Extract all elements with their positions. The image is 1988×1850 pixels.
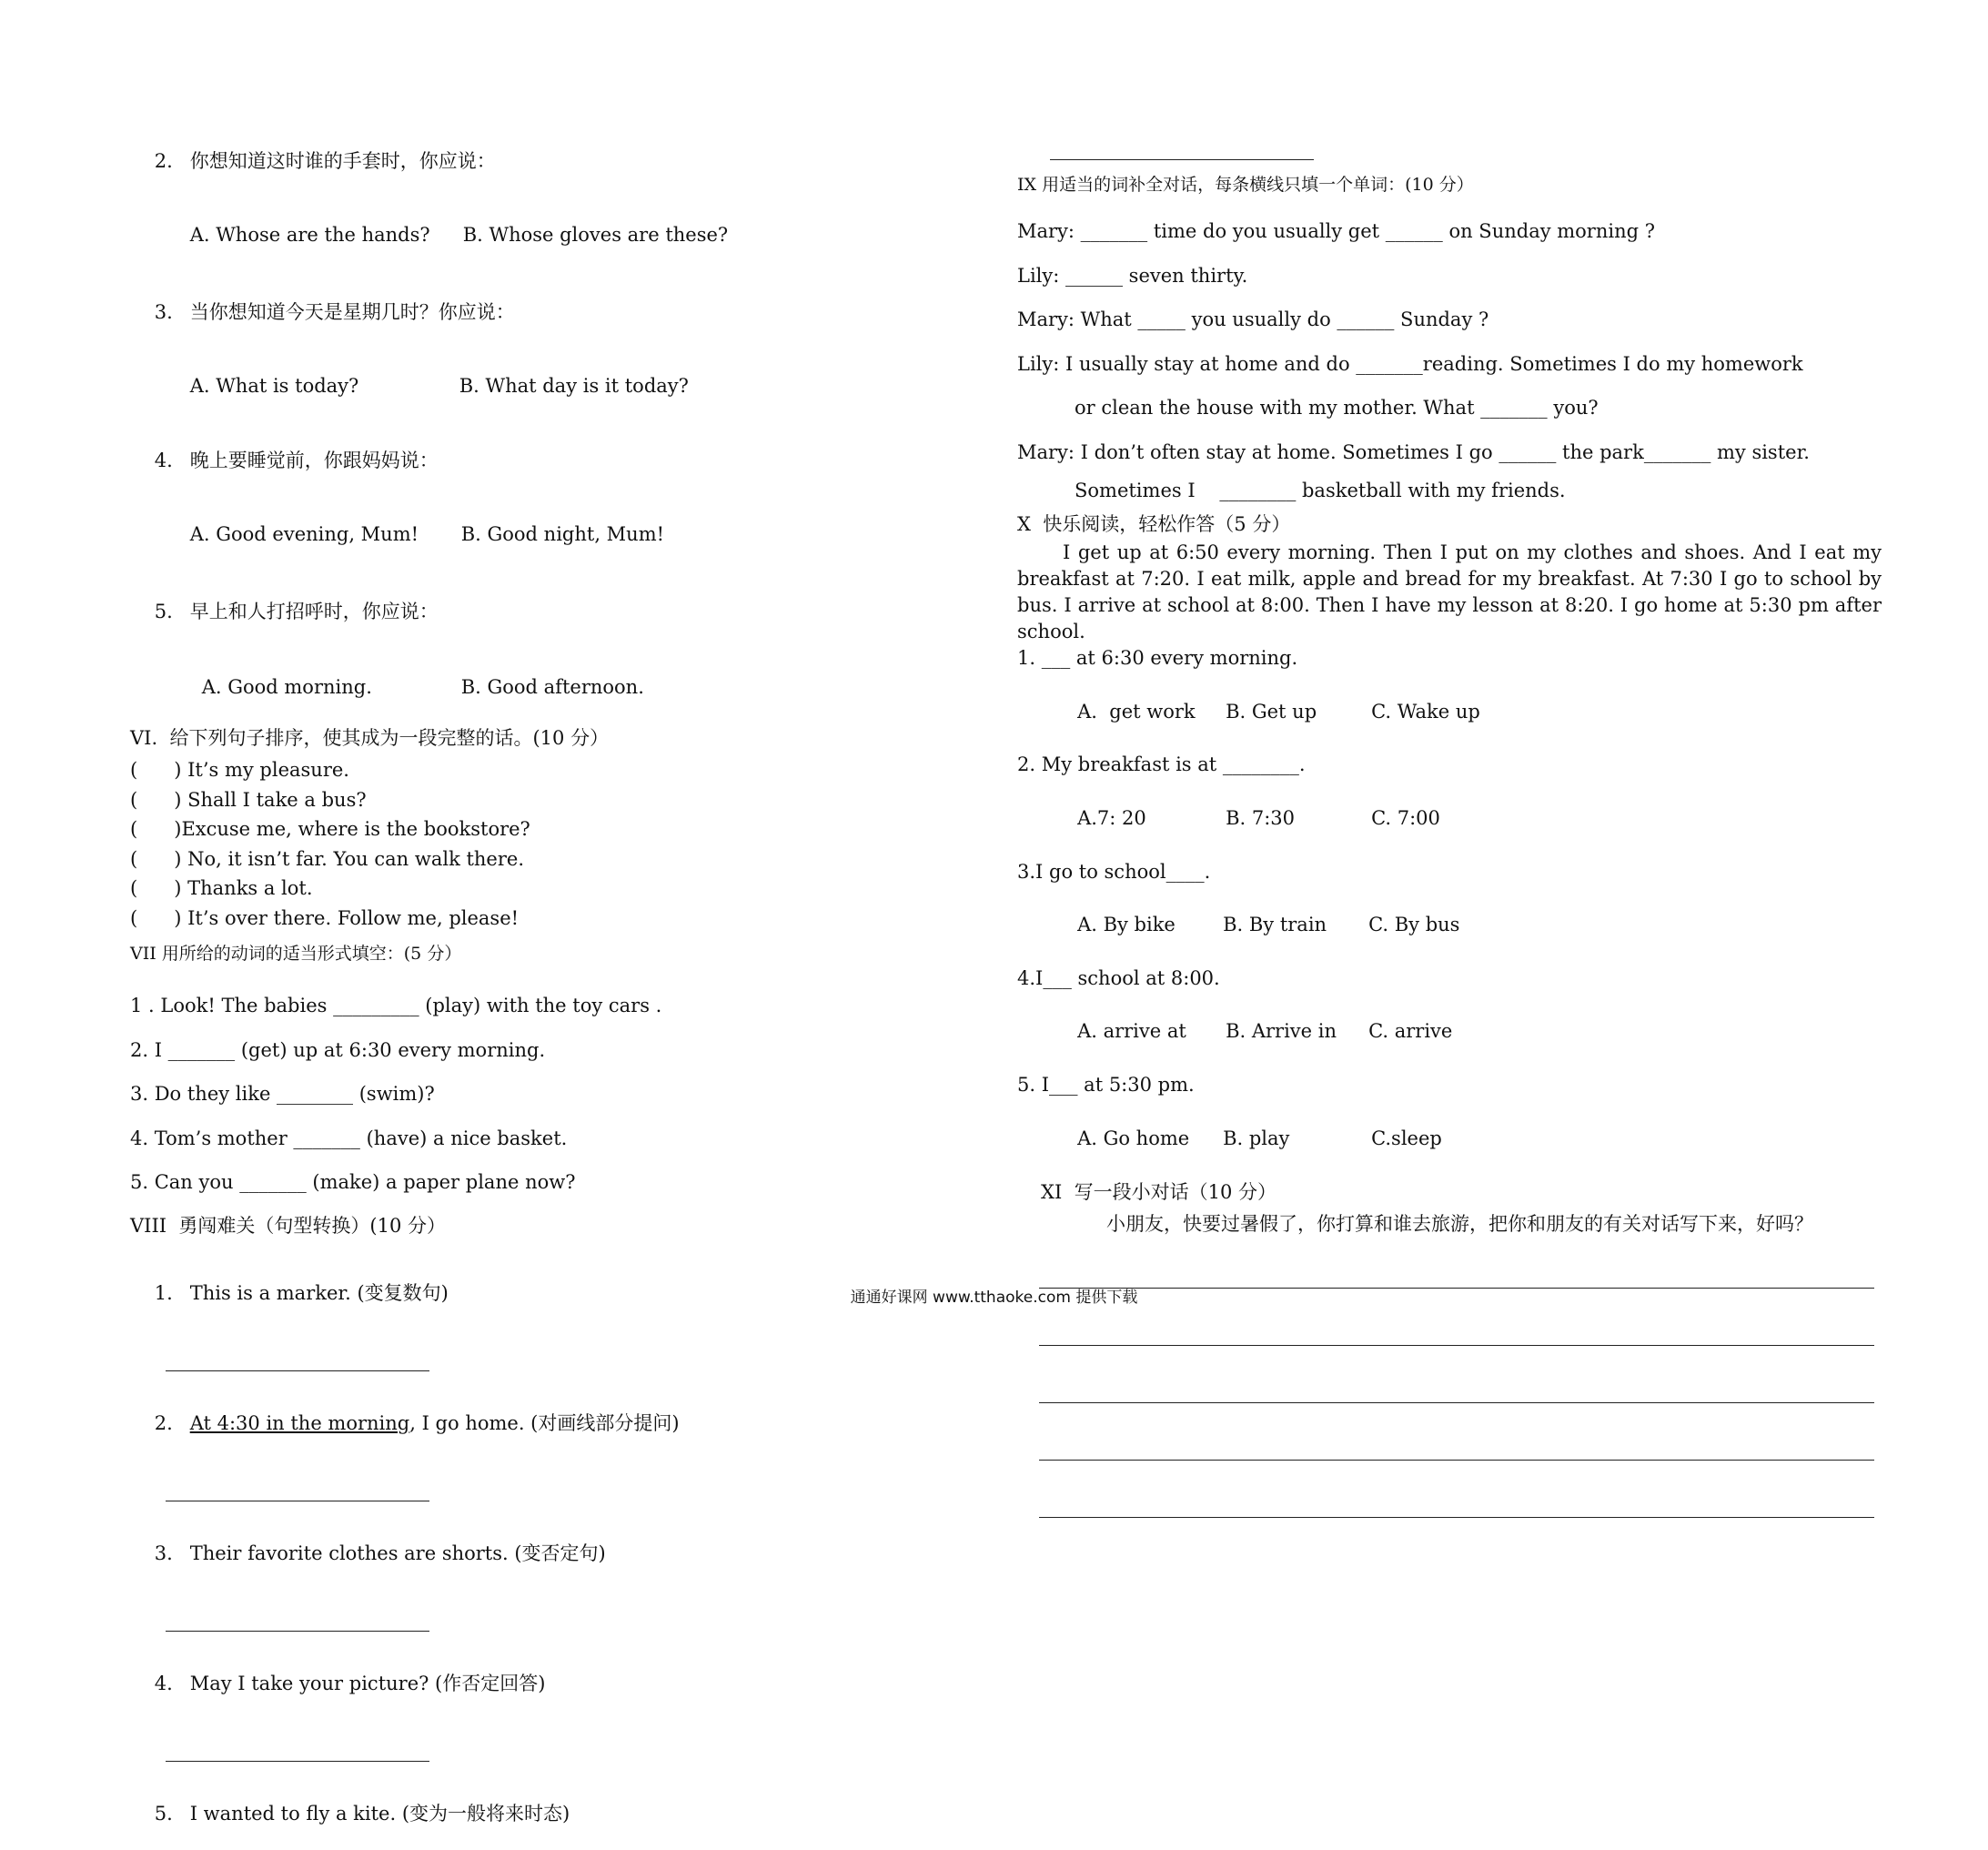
option-b: B. What day is it today? bbox=[459, 374, 689, 397]
option-a: A. Go home bbox=[1077, 1127, 1190, 1149]
page-footer: 通通好课网 www.tthaoke.com 提供下载 bbox=[850, 1289, 1138, 1307]
question-3 bbox=[130, 277, 949, 349]
writing-line[interactable] bbox=[1039, 1379, 1882, 1436]
reading-question-stem: 5. I___ at 5:30 pm. bbox=[1017, 1074, 1195, 1096]
question-text: This is a marker. (变复数句) bbox=[189, 1282, 449, 1304]
option-a: A. By bike bbox=[1077, 914, 1176, 936]
transform-question-5 bbox=[130, 1778, 949, 1850]
dialogue-line: Mary: _______ time do you usually get ______ on Sunday morning ? bbox=[1017, 220, 1655, 242]
question-prompt: 晚上要睡觉前，你跟妈妈说： bbox=[189, 450, 439, 472]
fill-blank-item: 3. Do they like ________ (swim)? bbox=[130, 1083, 435, 1105]
answer-line[interactable] bbox=[130, 1348, 949, 1371]
reading-question-stem: 3.I go to school____. bbox=[1017, 860, 1211, 883]
section-11-title: XI 写一段小对话（10 分） bbox=[1041, 1181, 1277, 1204]
question-text: I wanted to fly a kite. (变为一般将来时态) bbox=[189, 1803, 570, 1825]
reading-passage: I get up at 6:50 every morning. Then I put on my clothes and shoes. And I eat my breakfast at 7:20. I eat milk, apple and bread for my breakfast. At 7:30 I go to school by bus. I arrive at school at 8:00. Then I have my lesson at 8:20. I go home at 5:30 pm after school. bbox=[1017, 541, 1882, 643]
question-prompt: 当你想知道今天是星期几时？你应说： bbox=[189, 300, 515, 323]
option-a: A. What is today? bbox=[189, 374, 359, 397]
question-4-options bbox=[130, 499, 949, 571]
dialogue-line: or clean the house with my mother. What _______ you? bbox=[1075, 397, 1599, 419]
fill-blank-item: 1 . Look! The babies _________ (play) with the toy cars . bbox=[130, 995, 662, 1016]
left-column bbox=[130, 118, 949, 1850]
reading-question-stem: 4.I___ school at 8:00. bbox=[1017, 966, 1220, 989]
option-b: B. Good night, Mum! bbox=[460, 523, 665, 545]
section-9-title: IX 用适当的词补全对话，每条横线只填一个单词：(10 分） bbox=[1017, 175, 1474, 196]
question-4 bbox=[130, 425, 949, 497]
question-number: 3. bbox=[154, 300, 173, 323]
question-number: 3. bbox=[154, 1542, 173, 1564]
option-b: B. Good afternoon. bbox=[460, 675, 644, 698]
reading-questions bbox=[1017, 645, 1882, 1178]
reading-question-stem: 2. My breakfast is at ________. bbox=[1017, 753, 1306, 776]
question-number: 1. bbox=[154, 1282, 173, 1304]
reading-question-options bbox=[1017, 1098, 1882, 1178]
underlined-phrase: At 4:30 in the morning bbox=[189, 1412, 410, 1434]
option-a: A. Good evening, Mum! bbox=[189, 523, 419, 545]
answer-line[interactable] bbox=[130, 1738, 949, 1762]
option-b: B. Whose gloves are these? bbox=[462, 224, 729, 246]
fill-blank-item: 4. Tom’s mother _______ (have) a nice basket. bbox=[130, 1127, 568, 1149]
reading-question-options bbox=[1017, 779, 1882, 859]
fill-blank-item: 2. I _______ (get) up at 6:30 every morning. bbox=[130, 1038, 546, 1061]
reading-question-options bbox=[1017, 885, 1882, 965]
option-b: B. play bbox=[1223, 1127, 1290, 1149]
dialogue-line: Mary: What _____ you usually do ______ Sunday ? bbox=[1017, 308, 1489, 330]
answer-line[interactable] bbox=[130, 1608, 949, 1632]
dialogue-line: Sometimes I ________ basketball with my friends. bbox=[1075, 480, 1566, 501]
section-7-title: VII 用所给的动词的适当形式填空：(5 分） bbox=[130, 944, 462, 965]
option-c: C.sleep bbox=[1371, 1127, 1442, 1149]
transform-question-2 bbox=[130, 1388, 949, 1460]
option-c: C. arrive bbox=[1368, 1020, 1453, 1043]
question-text: Their favorite clothes are shorts. (变否定句) bbox=[189, 1542, 606, 1564]
question-prompt: 你想知道这时谁的手套时，你应说： bbox=[189, 150, 496, 173]
section-9-dialogue bbox=[1017, 209, 1882, 507]
writing-line[interactable] bbox=[1039, 1436, 1882, 1493]
section-10-title: X 快乐阅读，轻松作答（5 分） bbox=[1017, 513, 1291, 535]
question-prompt: 早上和人打招呼时，你应说： bbox=[189, 600, 439, 622]
question-number: 4. bbox=[154, 1673, 173, 1694]
option-c: C. Wake up bbox=[1371, 700, 1480, 723]
option-b: B. By train bbox=[1223, 914, 1327, 936]
right-column bbox=[1017, 136, 1882, 1530]
question-2-options bbox=[130, 199, 949, 271]
answer-line[interactable] bbox=[130, 1478, 949, 1501]
transform-question-3 bbox=[130, 1518, 949, 1590]
option-a: A. get work bbox=[1077, 700, 1196, 723]
question-number: 5. bbox=[154, 1803, 173, 1825]
ordering-item: ( ) Shall I take a bus? bbox=[130, 788, 367, 811]
option-c: C. By bus bbox=[1368, 914, 1460, 936]
section-8-title: VIII 勇闯难关（句型转换）(10 分） bbox=[130, 1214, 446, 1237]
answer-line[interactable] bbox=[1017, 136, 1882, 160]
ordering-item: ( )Excuse me, where is the bookstore? bbox=[130, 818, 530, 841]
option-a: A. arrive at bbox=[1077, 1020, 1186, 1043]
question-5 bbox=[130, 576, 949, 648]
question-number: 5. bbox=[154, 600, 173, 622]
ordering-item: ( ) It’s over there. Follow me, please! bbox=[130, 906, 520, 929]
reading-question-stem: 1. ___ at 6:30 every morning. bbox=[1017, 647, 1298, 670]
fill-blank-item: 5. Can you _______ (make) a paper plane now? bbox=[130, 1171, 576, 1193]
reading-question-options bbox=[1017, 672, 1882, 753]
question-number: 4. bbox=[154, 450, 173, 472]
option-a: A. Whose are the hands? bbox=[189, 224, 430, 246]
transform-question-4 bbox=[130, 1648, 949, 1720]
option-a: A.7: 20 bbox=[1077, 807, 1146, 830]
section-6-title: VI. 给下列句子排序，使其成为一段完整的话。(10 分） bbox=[130, 727, 610, 749]
option-b: B. Arrive in bbox=[1226, 1020, 1337, 1043]
option-c: C. 7:00 bbox=[1371, 807, 1440, 830]
question-number: 2. bbox=[154, 150, 173, 173]
dialogue-line: Mary: I don’t often stay at home. Sometimes I go ______ the park_______ my sister. bbox=[1017, 440, 1810, 463]
writing-line[interactable] bbox=[1039, 1493, 1882, 1530]
question-text: May I take your picture? (作否定回答) bbox=[189, 1673, 546, 1694]
question-2 bbox=[130, 126, 949, 197]
section-6-list bbox=[130, 755, 949, 933]
option-b: B. 7:30 bbox=[1226, 807, 1296, 830]
writing-line[interactable] bbox=[1039, 1321, 1882, 1379]
dialogue-line: Lily: I usually stay at home and do _______reading. Sometimes I do my homework bbox=[1017, 352, 1803, 375]
reading-question-options bbox=[1017, 992, 1882, 1072]
section-7-list bbox=[130, 984, 949, 1205]
writing-prompt: 小朋友，快要过暑假了，你打算和谁去旅游，把你和朋友的有关对话写下来，好吗？ bbox=[1106, 1213, 1813, 1236]
ordering-item: ( ) It’s my pleasure. bbox=[130, 759, 349, 782]
question-text: , I go home. (对画线部分提问) bbox=[409, 1412, 680, 1434]
question-number: 2. bbox=[154, 1412, 173, 1434]
option-b: B. Get up bbox=[1226, 700, 1317, 723]
ordering-item: ( ) No, it isn’t far. You can walk there. bbox=[130, 847, 525, 870]
dialogue-line: Lily: ______ seven thirty. bbox=[1017, 264, 1248, 287]
ordering-item: ( ) Thanks a lot. bbox=[130, 877, 313, 900]
option-a: A. Good morning. bbox=[201, 675, 372, 698]
question-3-options bbox=[130, 349, 949, 421]
question-5-options bbox=[130, 651, 949, 723]
